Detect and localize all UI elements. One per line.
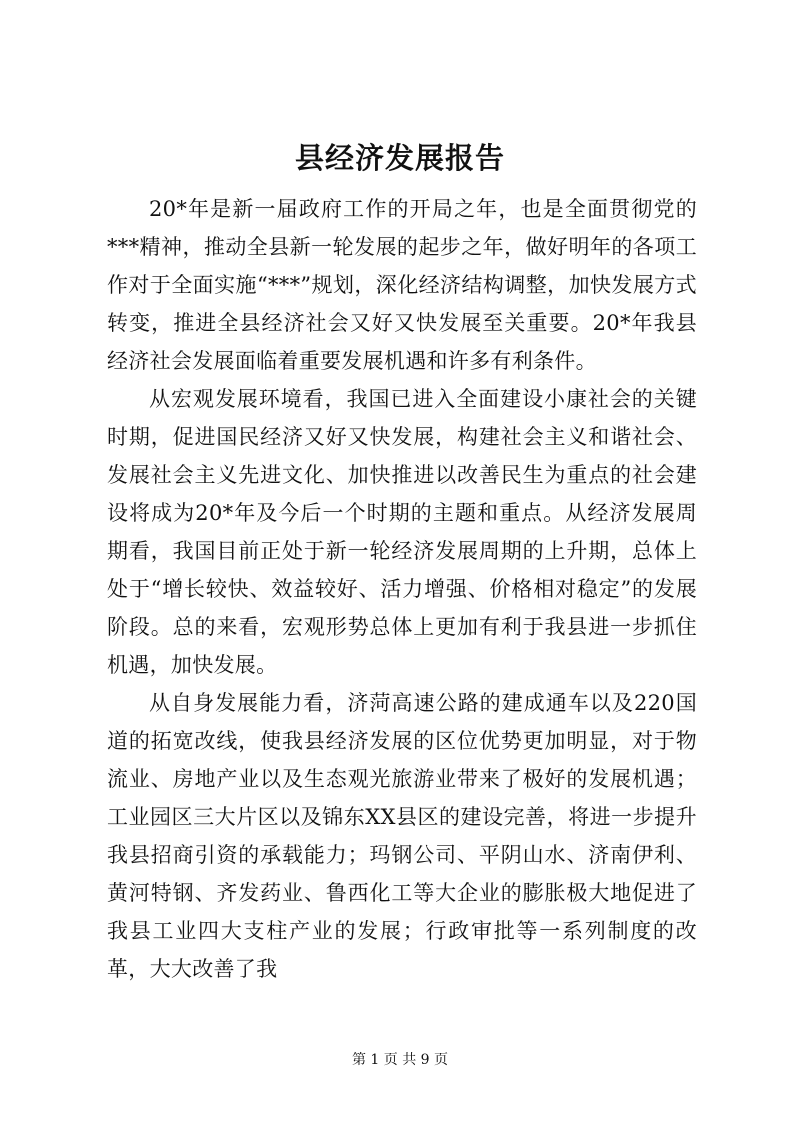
document-title: 县经济发展报告 (294, 141, 505, 175)
paragraph: 从自身发展能力看，济菏高速公路的建成通车以及220国道的拓宽改线，使我县经济发展的区位优势更加明显，对于物流业、房地产业以及生态观光旅游业带来了极好的发展机遇；工业园区三大片区以及锦东XX县区的建设完善，将进一步提升我县招商引资的承载能力；玛钢公司、平阴山水、济南伊利、黄河特钢、齐发药业、鲁西化工等大企业的膨胀极大地促进了我县工业四大支柱产业的发展；行政审批等一系列制度的改革，大大改善了我 (107, 691, 697, 981)
paragraph: 20*年是新一届政府工作的开局之年，也是全面贯彻党的***精神，推动全县新一轮发展的起步之年，做好明年的各项工作对于全面实施“***”规划，深化经济结构调整，加快发展方式转变，推进全县经济社会又好又快发展至关重要。20*年我县经济社会发展面临着重要发展机遇和许多有利条件。 (107, 197, 697, 373)
paragraph: 从宏观发展环境看，我国已进入全面建设小康社会的关键时期，促进国民经济又好又快发展，构建社会主义和谐社会、发展社会主义先进文化、加快推进以改善民生为重点的社会建设将成为20*年及今后一个时期的主题和重点。从经济发展周期看，我国目前正处于新一轮经济发展周期的上升期，总体上处于“增长较快、效益较好、活力增强、价格相对稳定”的发展阶段。总的来看，宏观形势总体上更加有利于我县进一步抓住机遇，加快发展。 (107, 387, 697, 677)
document-body (107, 190, 697, 988)
page-number-footer: 第 1 页 共 9 页 (351, 1052, 449, 1068)
